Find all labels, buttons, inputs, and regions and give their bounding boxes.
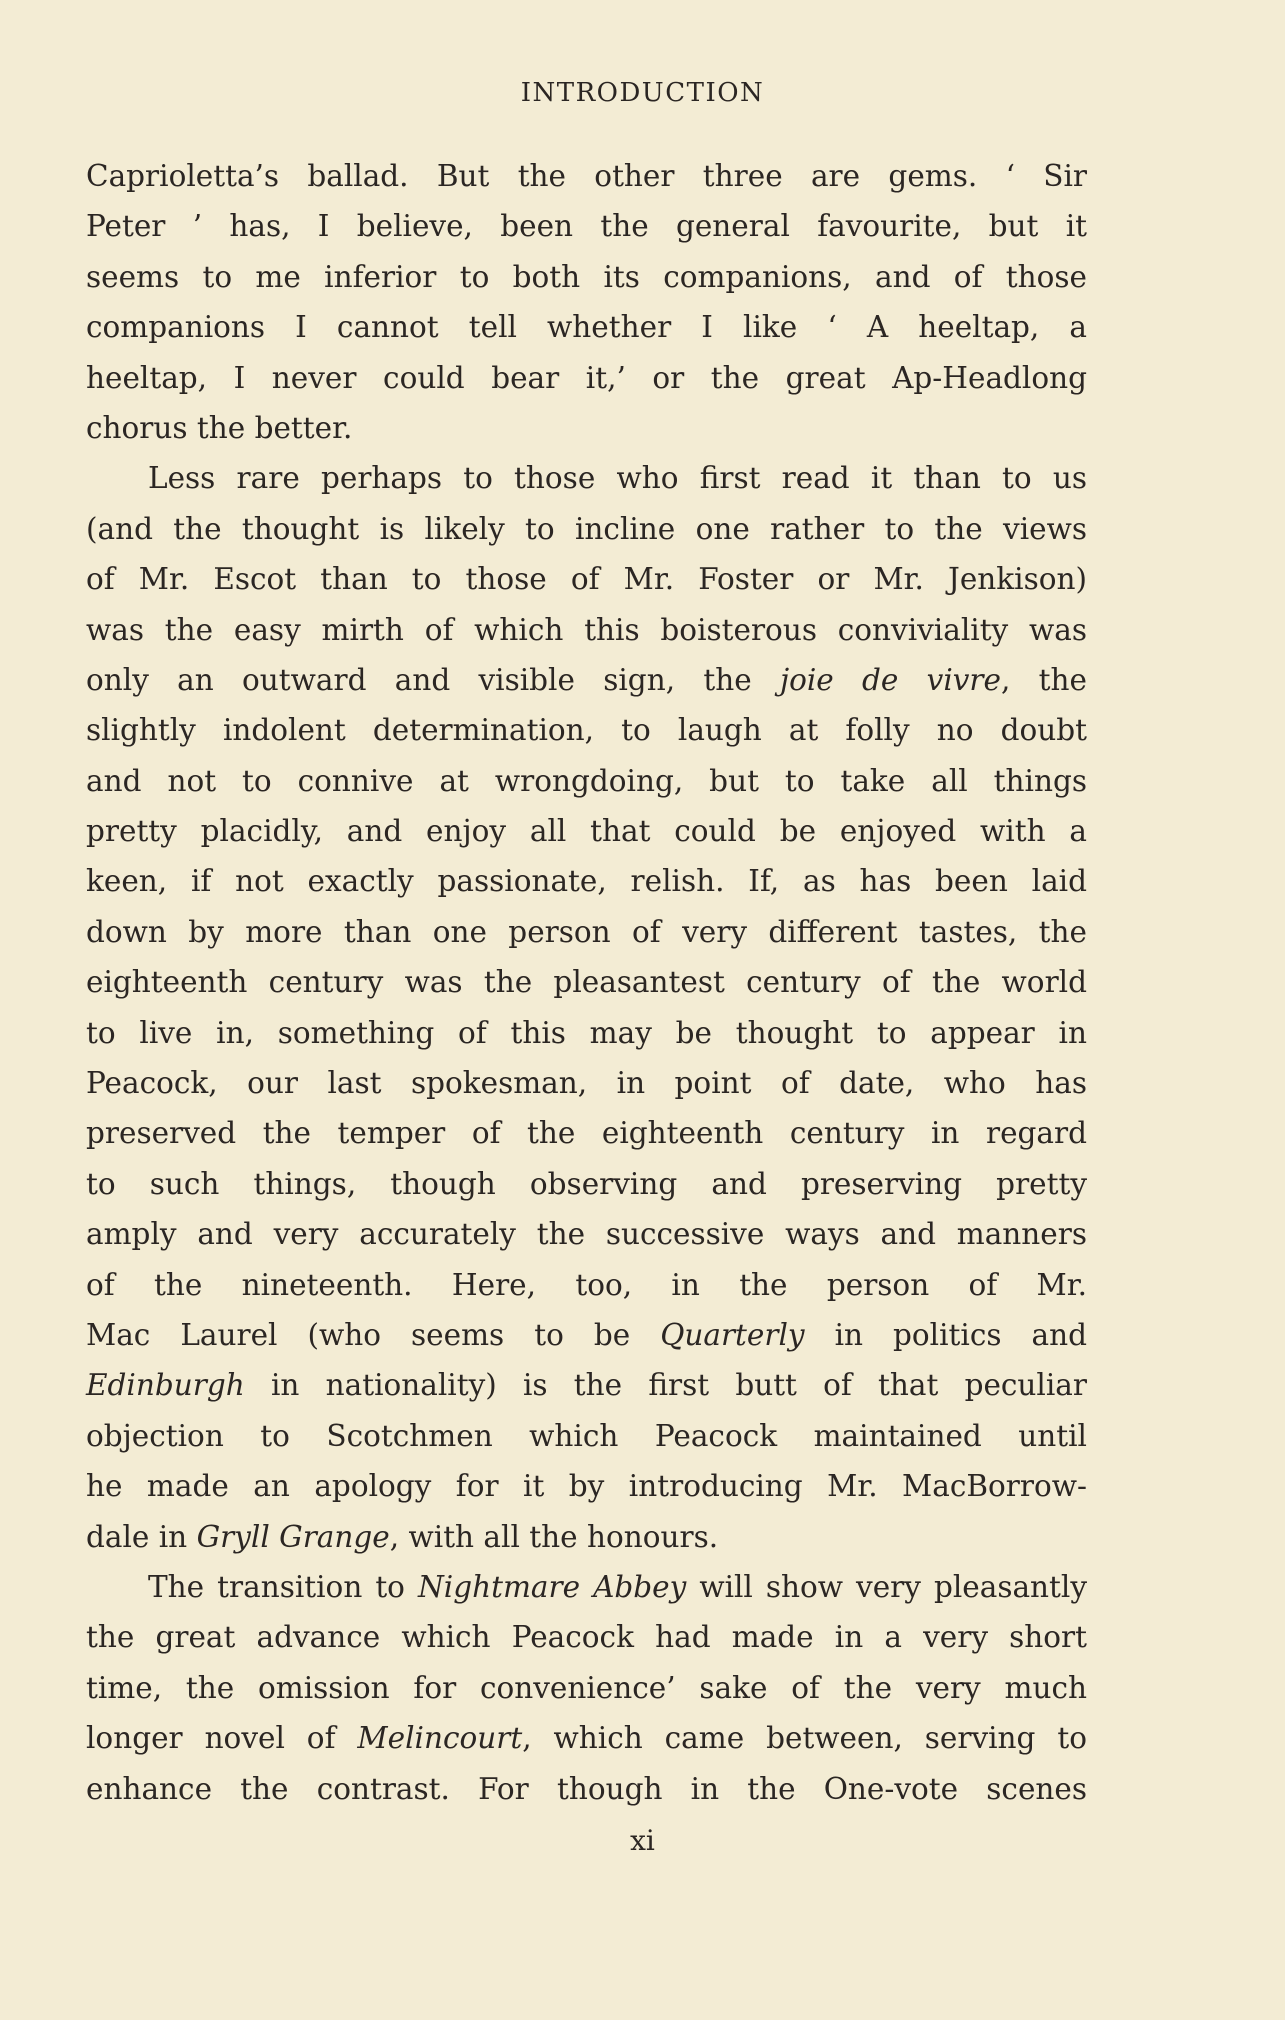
text-line: Peacock, our last spokesman, in point of date, who has — [86, 1066, 1087, 1101]
text-line: he made an apology for it by introducing Mr. MacBorrow- — [86, 1469, 1087, 1504]
text-line: seems to me inferior to both its companions, and of those — [86, 259, 1087, 294]
text-line: of Mr. Escot than to those of Mr. Foster or Mr. Jenkison) — [86, 562, 1087, 597]
text-line: dale in Gryll Grange, with all the honours. — [86, 1519, 719, 1554]
text-line: preserved the temper of the eighteenth century in regard — [86, 1116, 1087, 1151]
text-line: to such things, though observing and preserving pretty — [86, 1166, 1087, 1201]
text-line: the great advance which Peacock had made in a very short — [86, 1620, 1087, 1655]
text-line: and not to connive at wrongdoing, but to take all things — [86, 763, 1087, 798]
text-line: enhance the contrast. For though in the One-vote scenes — [86, 1771, 1087, 1806]
text-line: chorus the better. — [86, 410, 353, 445]
text-line: heeltap, I never could bear it,’ or the great Ap-Headlong — [86, 360, 1087, 395]
running-head: INTRODUCTION — [520, 78, 765, 108]
text-line: longer novel of Melincourt, which came between, serving to — [86, 1721, 1087, 1756]
text-line: Caprioletta’s ballad. But the other three are gems. ‘ Sir — [86, 159, 1087, 193]
text-line: time, the omission for convenience’ sake of the very much — [86, 1670, 1087, 1705]
text-line: Less rare perhaps to those who first read it than to us — [148, 461, 1087, 496]
text-line: companions I cannot tell whether I like ‘ A heeltap, a — [86, 310, 1087, 345]
body-text — [86, 151, 1087, 1814]
text-line: objection to Scotchmen which Peacock maintained until — [86, 1418, 1087, 1453]
text-line: to live in, something of this may be thought to appear in — [86, 1015, 1087, 1050]
text-line: was the easy mirth of which this boisterous conviviality was — [86, 612, 1087, 647]
text-line: Peter ’ has, I believe, been the general favourite, but it — [86, 209, 1087, 244]
text-line: (and the thought is likely to incline one rather to the views — [86, 511, 1087, 546]
page-number: xi — [630, 1824, 655, 1857]
text-line: eighteenth century was the pleasantest century of the world — [86, 965, 1087, 1000]
text-line: Edinburgh in nationality) is the first butt of that peculiar — [86, 1368, 1087, 1403]
text-line: down by more than one person of very different tastes, the — [86, 914, 1087, 949]
text-line: The transition to Nightmare Abbey will show very pleasantly — [148, 1569, 1088, 1604]
text-line: only an outward and visible sign, the joie de vivre, the — [86, 662, 1087, 697]
text-line: amply and very accurately the successive ways and manners — [86, 1217, 1087, 1252]
text-line: Mac Laurel (who seems to be Quarterly in politics and — [86, 1317, 1087, 1352]
text-line: of the nineteenth. Here, too, in the person of Mr. — [86, 1267, 1087, 1302]
text-line: slightly indolent determination, to laugh at folly no doubt — [86, 713, 1087, 748]
text-line: pretty placidly, and enjoy all that could be enjoyed with a — [86, 814, 1087, 849]
text-line: keen, if not exactly passionate, relish. If, as has been laid — [86, 864, 1087, 899]
